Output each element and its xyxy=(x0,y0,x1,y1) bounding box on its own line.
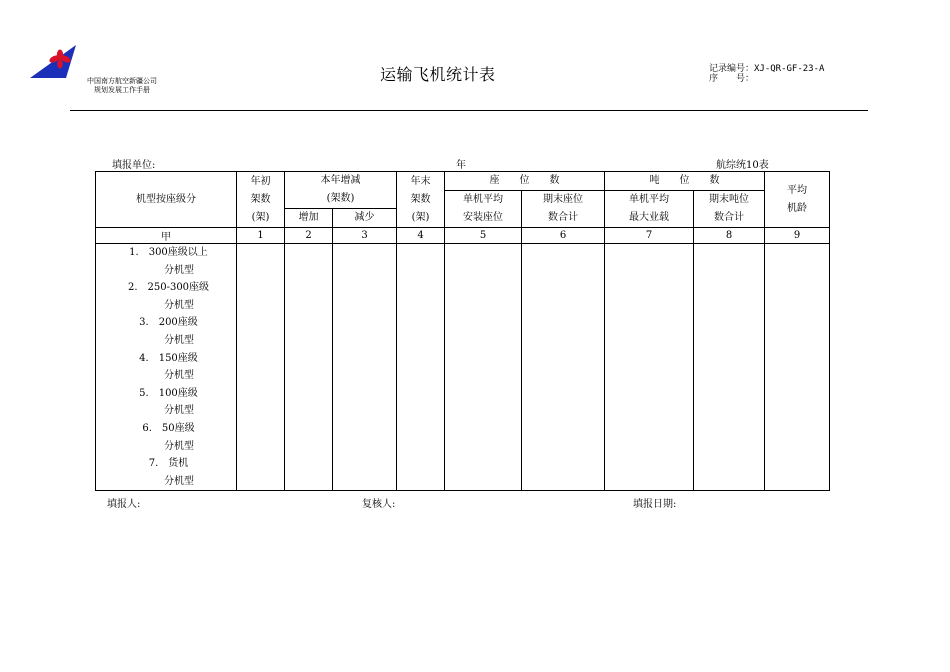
data-cell[interactable] xyxy=(445,244,522,491)
row-label: 分机型 xyxy=(164,440,194,452)
sequence-number: 序 号： xyxy=(709,74,755,84)
header-start-line2: 架数 xyxy=(250,193,271,205)
airline-logo-icon xyxy=(30,45,78,79)
fill-date-label: 填报日期: xyxy=(633,499,677,510)
column-number: 2 xyxy=(285,228,333,244)
column-number: 6 xyxy=(522,228,605,244)
row-label: 3. 200座级 xyxy=(139,317,198,329)
data-cell[interactable] xyxy=(605,244,694,491)
header-divider xyxy=(70,110,868,111)
column-number: 1 xyxy=(237,228,285,244)
header-average-age xyxy=(765,172,830,228)
record-number: 记录编号：XJ-QR-GF-23-A xyxy=(709,64,825,74)
header-end-line2: 架数 xyxy=(410,193,431,205)
row-label: 分机型 xyxy=(164,405,194,417)
header-seats-average xyxy=(445,191,522,228)
header-age-line2: 机龄 xyxy=(787,202,807,214)
header-model: 机型按座级分 xyxy=(96,172,237,228)
row-label: 1. 300座级以上 xyxy=(129,247,208,258)
row-label: 6. 50座级 xyxy=(142,422,195,434)
header-change-line1: 本年增减 xyxy=(320,175,361,186)
data-cell[interactable] xyxy=(694,244,765,491)
year-label: 年 xyxy=(456,160,466,171)
header-seats-total-line2: 数合计 xyxy=(548,212,578,223)
row-label: 7. 货机 xyxy=(148,458,189,470)
column-number: 5 xyxy=(445,228,522,244)
header-tons-total-line2: 数合计 xyxy=(714,212,744,223)
column-number: 9 xyxy=(765,228,830,244)
record-info xyxy=(709,64,849,84)
row-label: 分机型 xyxy=(164,264,194,276)
header-seats: 座 位 数 xyxy=(445,172,605,191)
row-label: 分机型 xyxy=(164,370,194,382)
header-start-line3: (架) xyxy=(251,211,270,223)
header-end-line1: 年末 xyxy=(410,175,431,187)
company-line-2: 规划发展工作手册 xyxy=(94,86,150,94)
header-tons-total-line1: 期末吨位 xyxy=(709,194,749,205)
reviewer-label: 复核人: xyxy=(362,499,396,510)
header-change-line2: (架数) xyxy=(326,193,355,204)
header-tons-average xyxy=(605,191,694,228)
header-seats-total xyxy=(522,191,605,228)
header-end-line3: (架) xyxy=(411,211,430,223)
filler-label: 填报人: xyxy=(107,499,141,510)
column-number: 3 xyxy=(333,228,397,244)
header-tons-total xyxy=(694,191,765,228)
header-tonnage: 吨 位 数 xyxy=(605,172,765,191)
data-cell[interactable] xyxy=(333,244,397,491)
row-label: 2. 250-300座级 xyxy=(127,282,210,294)
header-end-count xyxy=(397,172,445,228)
reporting-unit-label: 填报单位: xyxy=(112,160,156,171)
column-number: 7 xyxy=(605,228,694,244)
row-label: 分机型 xyxy=(164,475,194,487)
header-start-count xyxy=(237,172,285,228)
data-cell[interactable] xyxy=(285,244,333,491)
company-name xyxy=(78,77,166,95)
column-index-label: 甲 xyxy=(96,228,237,244)
company-line-1: 中国南方航空新疆公司 xyxy=(87,77,157,85)
row-label: 分机型 xyxy=(164,299,194,311)
table-code: 航综统10表 xyxy=(716,160,769,171)
header-tons-average-line2: 最大业载 xyxy=(629,212,669,223)
aircraft-statistics-table xyxy=(95,171,830,491)
data-cell[interactable] xyxy=(237,244,285,491)
data-cell[interactable] xyxy=(765,244,830,491)
header-change xyxy=(285,172,397,209)
row-labels-cell xyxy=(96,244,237,491)
data-cell[interactable] xyxy=(522,244,605,491)
header-tons-average-line1: 单机平均 xyxy=(629,194,669,205)
row-label: 5. 100座级 xyxy=(139,387,198,399)
document-title: 运输飞机统计表 xyxy=(380,65,496,84)
header-seats-average-line2: 安装座位 xyxy=(463,212,503,223)
row-label: 分机型 xyxy=(164,334,194,346)
header-start-line1: 年初 xyxy=(250,175,271,187)
header-increase: 增加 xyxy=(285,209,333,228)
header-seats-average-line1: 单机平均 xyxy=(463,194,503,205)
row-label: 4. 150座级 xyxy=(139,352,198,364)
column-number: 8 xyxy=(694,228,765,244)
data-cell[interactable] xyxy=(397,244,445,491)
header-seats-total-line1: 期末座位 xyxy=(543,194,583,205)
header-decrease: 减少 xyxy=(333,209,397,228)
header-age-line1: 平均 xyxy=(787,184,807,196)
column-number: 4 xyxy=(397,228,445,244)
